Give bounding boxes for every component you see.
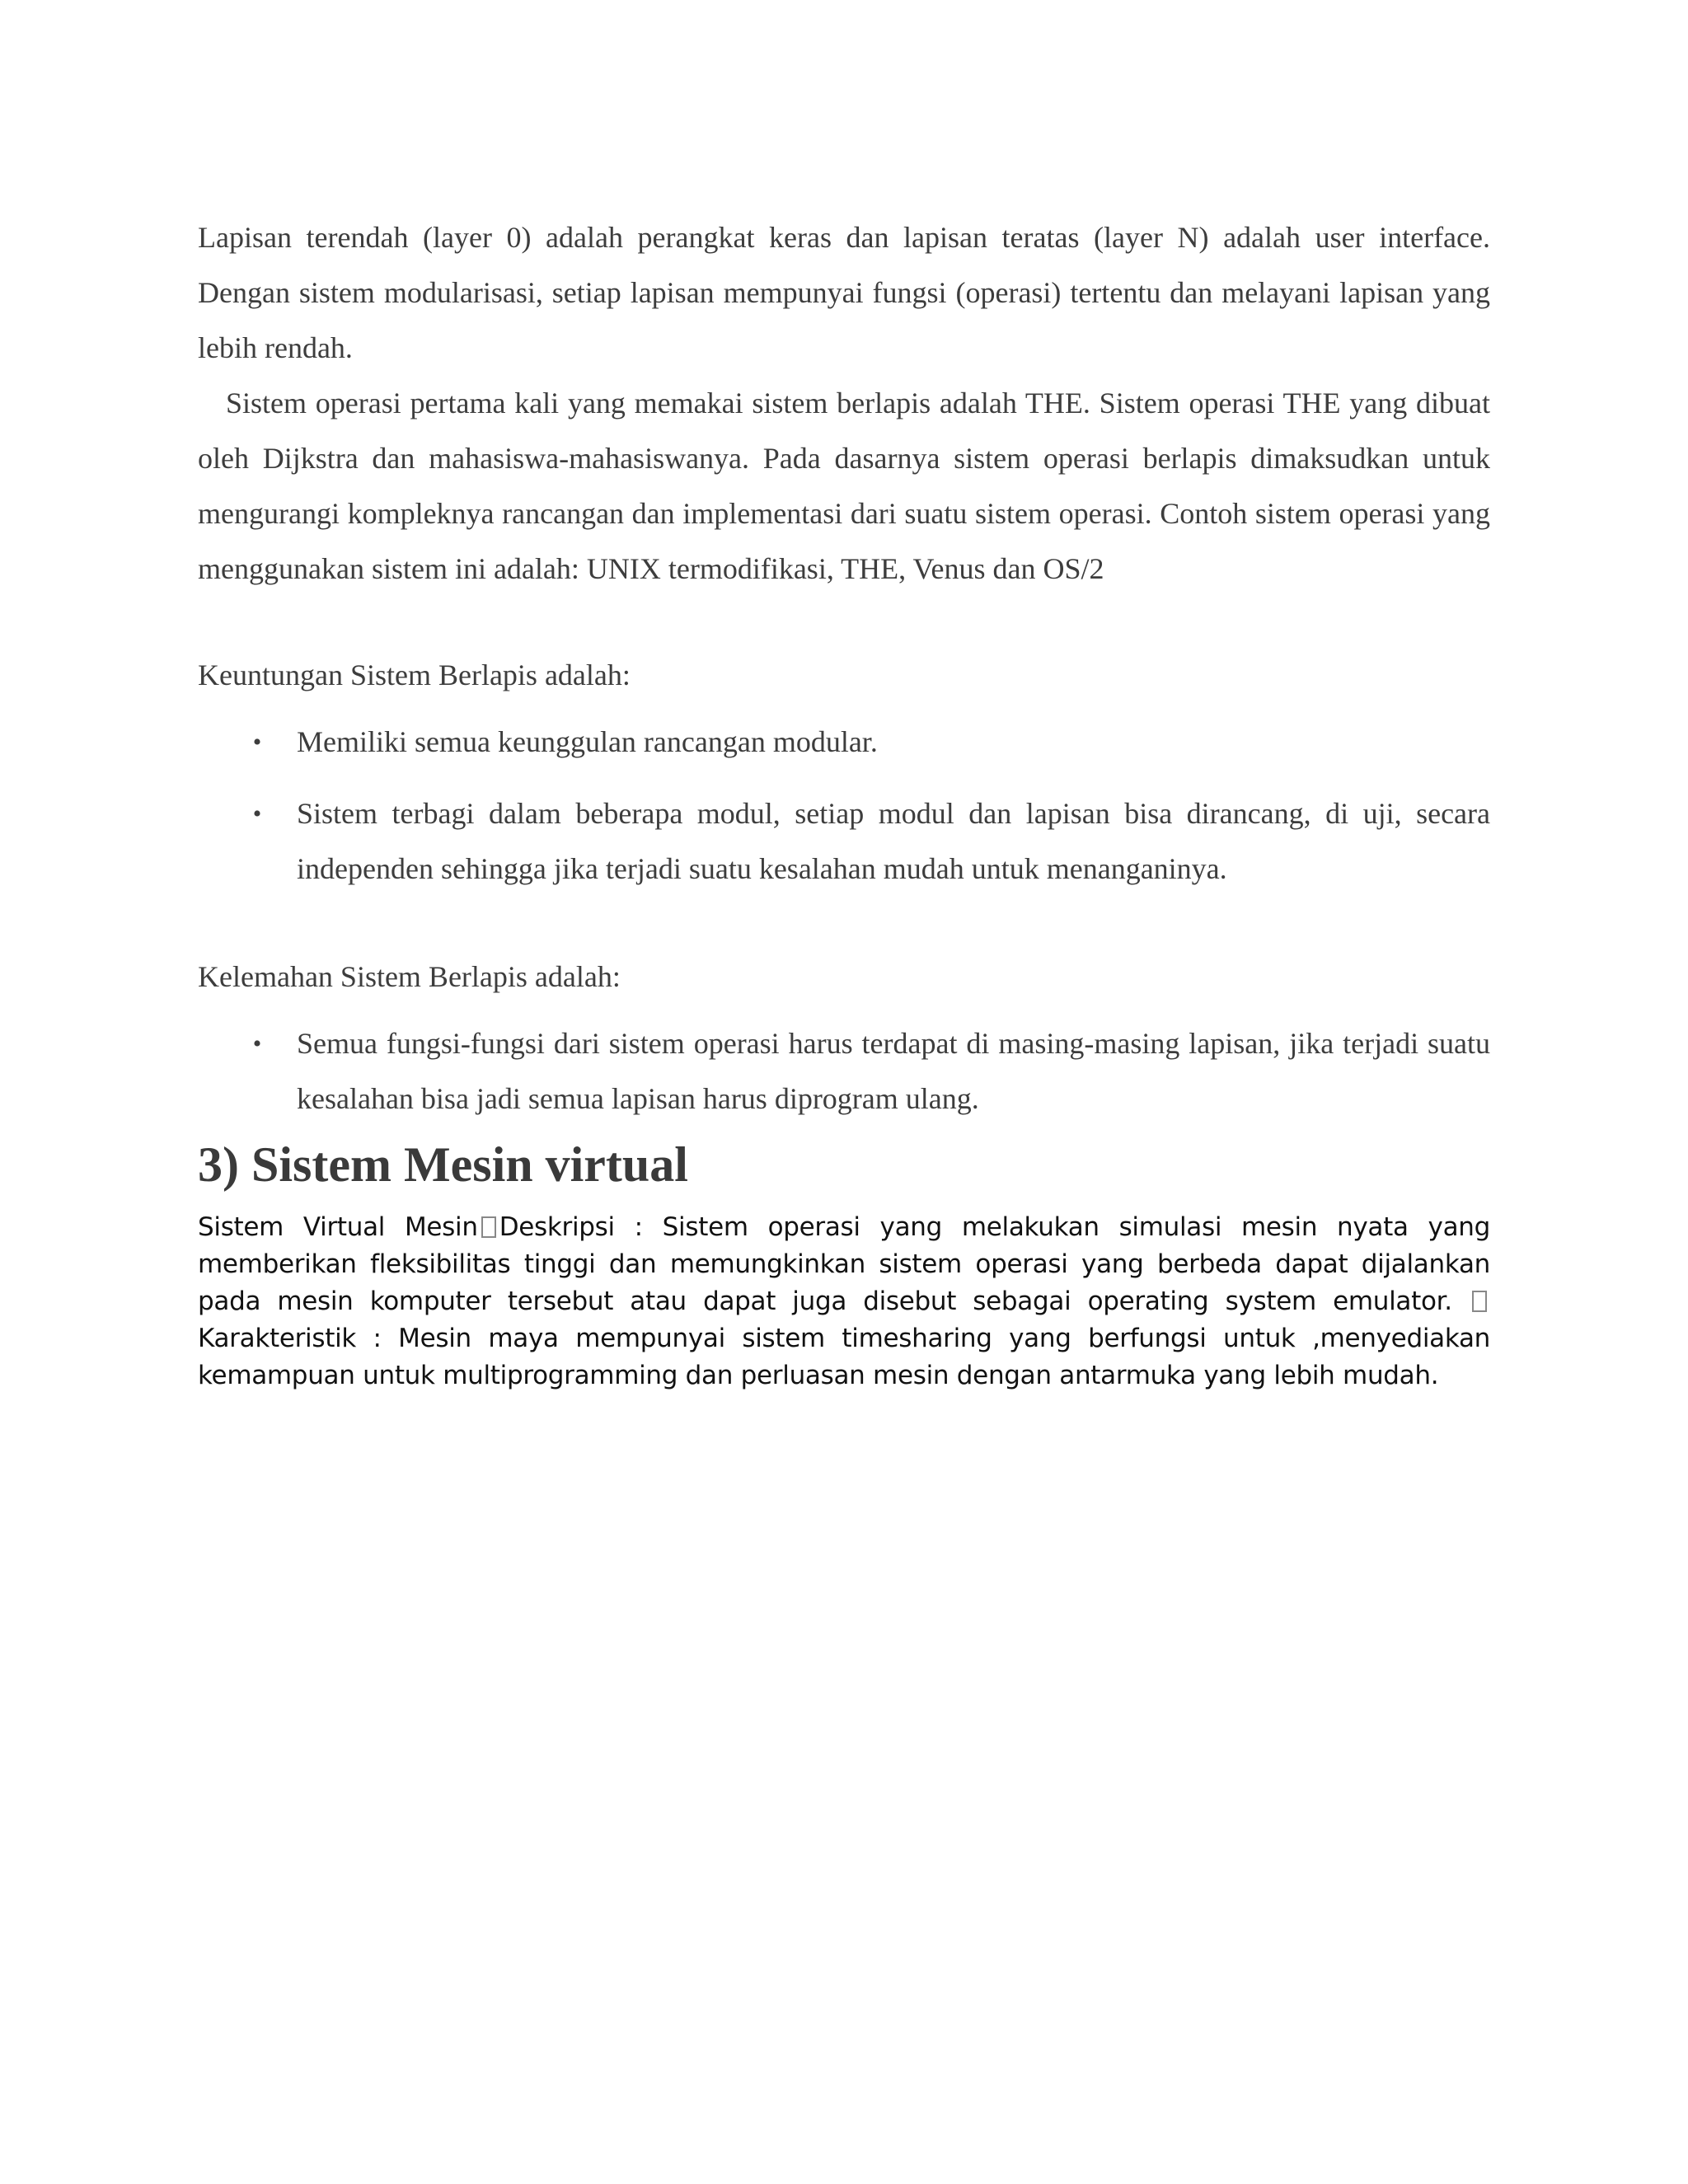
list-item [198,715,1490,770]
vm-description: Deskripsi : Sistem operasi yang melakukan simulasi mesin nyata yang memberikan fleksibilitas tinggi dan memungkinkan sistem operasi yang berbeda dapat dijalankan pada mesin komputer tersebut atau dapat juga disebut sebagai operating system emulator. [198,1212,1490,1316]
list-item-text: Memiliki semua keunggulan rancangan modular. [297,725,878,758]
list-item-text: Sistem terbagi dalam beberapa modul, setiap modul dan lapisan bisa dirancang, di uji, secara independen sehingga jika terjadi suatu kesalahan mudah untuk menanganinya. [297,797,1490,885]
bullet-icon: • [252,1030,262,1057]
virtual-machine-paragraph [198,1209,1490,1394]
paragraph-layer-description: Lapisan terendah (layer 0) adalah perangkat keras dan lapisan teratas (layer N) adalah user interface. Dengan sistem modularisasi, setiap lapisan mempunyai fungsi (operasi) tertentu dan melayani lapisan yang lebih rendah. [198,221,1490,364]
missing-glyph-icon [481,1216,496,1238]
vm-characteristics: Karakteristik : Mesin maya mempunyai sistem timesharing yang berfungsi untuk ,menyediakan kemampuan untuk multiprogramming dan perluasan mesin dengan antarmuka yang lebih mudah. [198,1324,1490,1390]
list-item [198,1016,1490,1127]
bullet-icon: • [252,729,262,756]
list-item [198,786,1490,897]
paragraph-the-system: Sistem operasi pertama kali yang memakai sistem berlapis adalah THE. Sistem operasi THE yang dibuat oleh Dijkstra dan mahasiswa-mahasiswanya. Pada dasarnya sistem operasi berlapis dimaksudkan untuk mengurangi kompleknya rancangan dan implementasi dari suatu sistem operasi. Contoh sistem operasi yang menggunakan sistem ini adalah: UNIX termodifikasi, THE, Venus dan OS/2 [198,387,1490,585]
bullet-icon: • [252,800,262,827]
disadvantages-list [198,1016,1490,1127]
document-content [198,210,1490,1394]
missing-glyph-icon [1472,1291,1487,1312]
list-item-text: Semua fungsi-fungsi dari sistem operasi harus terdapat di masing-masing lapisan, jika terjadi suatu kesalahan bisa jadi semua lapisan harus diprogram ulang. [297,1027,1490,1115]
vm-label: Sistem Virtual Mesin [198,1212,478,1242]
section-title: 3) Sistem Mesin virtual [198,1137,688,1192]
disadvantages-heading: Kelemahan Sistem Berlapis adalah: [198,960,621,993]
advantages-heading: Keuntungan Sistem Berlapis adalah: [198,658,631,691]
advantages-list [198,715,1490,897]
